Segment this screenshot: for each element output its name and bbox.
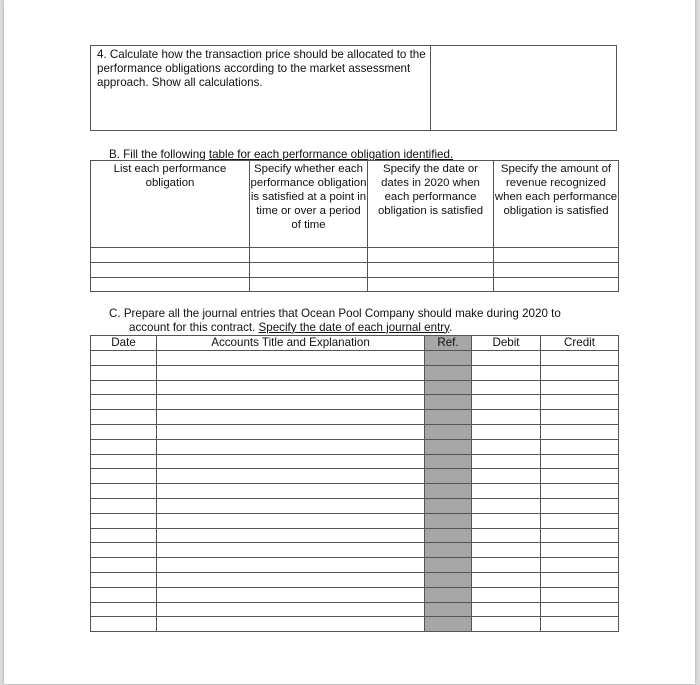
- debit-cell[interactable]: [472, 498, 541, 513]
- table-row: [91, 424, 619, 439]
- table-row: [91, 248, 619, 263]
- date-cell[interactable]: [91, 439, 157, 454]
- account-cell[interactable]: [157, 424, 425, 439]
- ref-cell[interactable]: [425, 365, 472, 380]
- section-c-heading-line2: account for this contract. Specify the date of each journal entry.: [129, 321, 453, 334]
- debit-cell[interactable]: [472, 513, 541, 528]
- debit-cell[interactable]: [472, 602, 541, 617]
- debit-cell[interactable]: [472, 410, 541, 425]
- table-row: [91, 439, 619, 454]
- table-row: [91, 528, 619, 543]
- date-cell[interactable]: [91, 498, 157, 513]
- credit-cell[interactable]: [541, 587, 619, 602]
- credit-cell[interactable]: [541, 469, 619, 484]
- table-row: [91, 484, 619, 499]
- column-header-revenue-amount: Specify the amount of revenue recognized when each performance obligation is satisfied: [494, 161, 619, 248]
- section-c-heading-underlined: Specify the date of each journal entry: [258, 321, 450, 334]
- debit-cell[interactable]: [472, 380, 541, 395]
- account-cell[interactable]: [157, 351, 425, 366]
- credit-cell[interactable]: [541, 454, 619, 469]
- ref-cell[interactable]: [425, 587, 472, 602]
- table-row: [91, 587, 619, 602]
- ref-cell[interactable]: [425, 351, 472, 366]
- ref-cell[interactable]: [425, 543, 472, 558]
- column-header-credit: Credit: [541, 336, 619, 351]
- section-c-heading-line1: C. Prepare all the journal entries that Ocean Pool Company should make during 2020 to: [109, 307, 561, 320]
- account-cell[interactable]: [157, 410, 425, 425]
- table-row: [91, 572, 619, 587]
- table-row: [91, 278, 619, 292]
- account-cell[interactable]: [157, 528, 425, 543]
- ref-cell[interactable]: [425, 380, 472, 395]
- ref-cell[interactable]: [425, 572, 472, 587]
- ref-cell[interactable]: [425, 498, 472, 513]
- credit-cell[interactable]: [541, 410, 619, 425]
- table-row: [91, 454, 619, 469]
- date-cell[interactable]: [91, 528, 157, 543]
- ref-cell[interactable]: [425, 439, 472, 454]
- table-row: [91, 617, 619, 632]
- date-cell[interactable]: [91, 469, 157, 484]
- date-cell[interactable]: [91, 454, 157, 469]
- table-row: [91, 365, 619, 380]
- credit-cell[interactable]: [541, 528, 619, 543]
- table-row: [91, 263, 619, 278]
- question-4-box: [90, 45, 617, 131]
- credit-cell[interactable]: [541, 558, 619, 573]
- ref-cell[interactable]: [425, 602, 472, 617]
- table-row: [91, 558, 619, 573]
- ref-cell[interactable]: [425, 558, 472, 573]
- column-header-accounts-title: Accounts Title and Explanation: [157, 336, 425, 351]
- account-cell[interactable]: [157, 365, 425, 380]
- debit-cell[interactable]: [472, 469, 541, 484]
- column-header-date: Date: [91, 336, 157, 351]
- date-cell[interactable]: [91, 587, 157, 602]
- date-cell[interactable]: [91, 602, 157, 617]
- credit-cell[interactable]: [541, 513, 619, 528]
- account-cell[interactable]: [157, 602, 425, 617]
- debit-cell[interactable]: [472, 558, 541, 573]
- date-cell[interactable]: [91, 365, 157, 380]
- question-4-answer-divider: [430, 46, 431, 130]
- ref-cell[interactable]: [425, 395, 472, 410]
- date-cell[interactable]: [91, 543, 157, 558]
- table-row: [91, 351, 619, 366]
- credit-cell[interactable]: [541, 365, 619, 380]
- credit-cell[interactable]: [541, 484, 619, 499]
- debit-cell[interactable]: [472, 528, 541, 543]
- table-row: [91, 395, 619, 410]
- debit-cell[interactable]: [472, 587, 541, 602]
- column-header-date-satisfied: Specify the date or dates in 2020 when each performance obligation is satisfied: [368, 161, 494, 248]
- table-row: [91, 513, 619, 528]
- credit-cell[interactable]: [541, 380, 619, 395]
- column-header-obligation: List each performance obligation: [91, 161, 250, 248]
- debit-cell[interactable]: [472, 572, 541, 587]
- date-cell[interactable]: [91, 351, 157, 366]
- debit-cell[interactable]: [472, 454, 541, 469]
- debit-cell[interactable]: [472, 439, 541, 454]
- account-cell[interactable]: [157, 617, 425, 632]
- debit-cell[interactable]: [472, 484, 541, 499]
- credit-cell[interactable]: [541, 572, 619, 587]
- date-cell[interactable]: [91, 380, 157, 395]
- ref-cell[interactable]: [425, 484, 472, 499]
- ref-cell[interactable]: [425, 454, 472, 469]
- credit-cell[interactable]: [541, 543, 619, 558]
- account-cell[interactable]: [157, 484, 425, 499]
- date-cell[interactable]: [91, 395, 157, 410]
- credit-cell[interactable]: [541, 602, 619, 617]
- date-cell[interactable]: [91, 484, 157, 499]
- journal-entry-table: [90, 335, 619, 632]
- credit-cell[interactable]: [541, 424, 619, 439]
- table-row: [91, 410, 619, 425]
- table-row: [91, 469, 619, 484]
- section-b-heading-underlined: table for each performance obligation identified.: [208, 148, 454, 161]
- credit-cell[interactable]: [541, 617, 619, 632]
- debit-cell[interactable]: [472, 351, 541, 366]
- debit-cell[interactable]: [472, 543, 541, 558]
- date-cell[interactable]: [91, 513, 157, 528]
- credit-cell[interactable]: [541, 439, 619, 454]
- table-row: [91, 380, 619, 395]
- debit-cell[interactable]: [472, 395, 541, 410]
- ref-cell[interactable]: [425, 528, 472, 543]
- table-row: [91, 543, 619, 558]
- account-cell[interactable]: [157, 380, 425, 395]
- account-cell[interactable]: [157, 543, 425, 558]
- column-header-debit: Debit: [472, 336, 541, 351]
- account-cell[interactable]: [157, 558, 425, 573]
- ref-cell[interactable]: [425, 424, 472, 439]
- ref-cell[interactable]: [425, 410, 472, 425]
- date-cell[interactable]: [91, 410, 157, 425]
- question-4-text: 4. Calculate how the transaction price should be allocated to the performance obligations according to the market assessment approach. Show all calculations.: [97, 48, 426, 89]
- credit-cell[interactable]: [541, 498, 619, 513]
- account-cell[interactable]: [157, 498, 425, 513]
- table-row: [91, 602, 619, 617]
- ref-cell[interactable]: [425, 513, 472, 528]
- account-cell[interactable]: [157, 513, 425, 528]
- account-cell[interactable]: [157, 469, 425, 484]
- debit-cell[interactable]: [472, 365, 541, 380]
- date-cell[interactable]: [91, 572, 157, 587]
- debit-cell[interactable]: [472, 617, 541, 632]
- column-header-ref: Ref.: [425, 336, 472, 351]
- section-c-heading: [109, 307, 609, 335]
- column-header-point-or-period: Specify whether each performance obligation is satisfied at a point in time or over a period of time: [250, 161, 368, 248]
- account-cell[interactable]: [157, 587, 425, 602]
- credit-cell[interactable]: [541, 351, 619, 366]
- account-cell[interactable]: [157, 572, 425, 587]
- date-cell[interactable]: [91, 558, 157, 573]
- debit-cell[interactable]: [472, 424, 541, 439]
- section-b-heading-prefix: B. Fill the following: [109, 148, 209, 161]
- ref-cell[interactable]: [425, 617, 472, 632]
- document-page: [4, 0, 695, 684]
- table-row: [91, 498, 619, 513]
- date-cell[interactable]: [91, 424, 157, 439]
- date-cell[interactable]: [91, 617, 157, 632]
- account-cell[interactable]: [157, 439, 425, 454]
- performance-obligation-table: [90, 160, 619, 292]
- account-cell[interactable]: [157, 395, 425, 410]
- ref-cell[interactable]: [425, 469, 472, 484]
- credit-cell[interactable]: [541, 395, 619, 410]
- account-cell[interactable]: [157, 454, 425, 469]
